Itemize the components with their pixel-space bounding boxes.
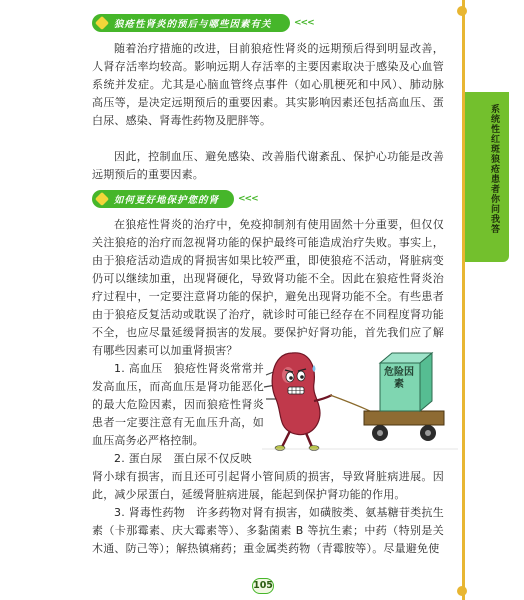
section1-title: 狼疮性肾炎的预后与哪些因素有关: [114, 19, 272, 30]
section1-arrows-icon: <<<: [294, 18, 314, 28]
page-number: 105: [252, 578, 274, 594]
section1-header: [92, 14, 290, 32]
kidney-pulling-cart-illustration: [262, 335, 458, 453]
section1-paragraph-2: 因此，控制血压、避免感染、改善脂代谢紊乱、保护心功能是改善远期预后的重要因素。: [92, 150, 444, 181]
risk-box-label: 危险因素: [384, 367, 414, 390]
section2-header: [92, 190, 234, 208]
section2-intro: 在狼疮性肾炎的治疗中，免疫抑制剂有使用固然十分重要，但仅仅关注狼疮的治疗而忽视肾功能的保护最终可能造成治疗失败。事实上，由于狼疮活动造成的肾损害如果比较严重，即使狼疮不活动，肾脏病变仍可以继续加重，出现肾硬化，导致肾功能不全。因此在狼疮性肾炎治疗过程中，一定要注意肾功能的保护，避免出现肾功能不全。有些患者由于狼疮反复活动或耽误了治疗，就诊时可能已经存在不同程度肾功能不全，也应尽量延缓肾损害的发展。要保护好肾功能，首先我们应了解有哪些因素可以加重肾损害？: [92, 218, 444, 357]
rule-top-dot: [457, 6, 467, 16]
diamond-bullet-icon: [96, 193, 109, 206]
list-item-hypertension: 1. 高血压 狼疮性肾炎常常并发高血压，而高血压是肾功能恶化的最大危险因素，因而狼疮性肾炎患者一定要注意有无血压升高，如血压高务必严格控制。: [92, 362, 264, 447]
list-item-proteinuria-start: 2. 蛋白尿 蛋白尿不仅反映: [114, 452, 252, 465]
side-tab-text: 系统性红斑狼疮患者你问我答: [489, 104, 499, 234]
section1-paragraph-1: 随着治疗措施的改进，目前狼疮性肾炎的远期预后得到明显改善，人肾存活率均较高。影响远期人存活率的主要因素取决于感染及心血管系统并发症。尤其是心脑血管终点事件（如心肌梗死和中风）、肺动脉高压等，是决定远期预后的重要因素。其实影响因素还包括高血压、蛋白尿、感染、肾毒性药物及肥胖等。: [92, 42, 444, 127]
cart-icon: [364, 411, 444, 425]
list-item-proteinuria-rest: 肾小球有损害，而且还可引起肾小管间质的损害，导致肾脏病进展。因此，减少尿蛋白，延缓肾脏病进展，能起到保护肾功能的作用。: [92, 470, 444, 501]
diamond-bullet-icon: [96, 17, 109, 30]
rule-bottom-dot: [457, 586, 467, 596]
rope-icon: [330, 395, 370, 411]
section2-arrows-icon: <<<: [238, 194, 258, 204]
list-item-nephrotoxic-drugs: 3. 肾毒性药物 许多药物对肾有损害，如磺胺类、氨基糖苷类抗生素（卡那霉素、庆大霉素等）、多黏菌素 B 等抗生素；中药（特别是关木通、防己等）；解热镇痛药；重金属类药物（青霉胺等）。尽量避免使: [92, 506, 444, 555]
chapter-side-tab: [465, 92, 509, 262]
right-margin-rule: [462, 0, 465, 600]
section2-title: 如何更好地保护您的肾: [114, 195, 220, 206]
